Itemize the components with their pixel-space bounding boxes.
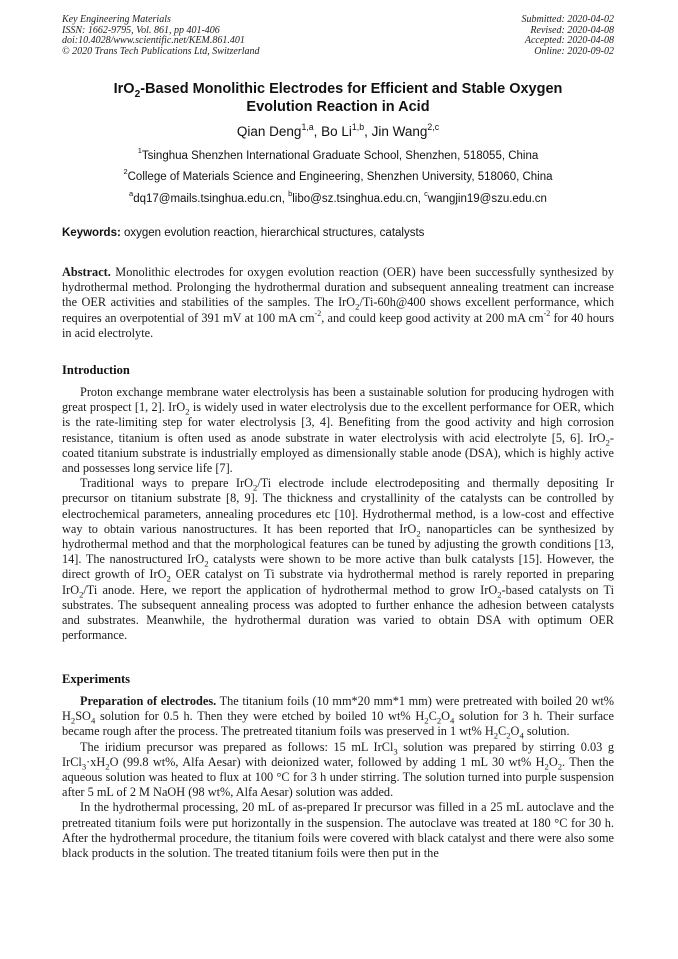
experiments-section xyxy=(62,694,614,861)
paragraph-text: OER catalyst on Ti substrate via hydrothermal method is rarely reported in preparing IrO xyxy=(62,567,614,597)
paragraph-text: Proton exchange membrane water electrolysis has been a sustainable solution for producing hydrogen with great prospect [1, 2]. IrO xyxy=(62,385,614,415)
title-subscript: 2 xyxy=(134,88,141,100)
journal-issn: ISSN: 1662-9795, Vol. 861, pp 401-406 xyxy=(62,24,220,36)
superscript: -2 xyxy=(543,308,551,318)
journal-copyright: © 2020 Trans Tech Publications Ltd, Switzerland xyxy=(62,45,260,57)
paragraph xyxy=(62,694,614,740)
affiliation-text: Tsinghua Shenzhen International Graduate School, Shenzhen, 518055, China xyxy=(141,150,539,162)
paragraph-text: C xyxy=(498,724,507,739)
affiliation-2 xyxy=(62,167,614,183)
date-accepted: Accepted: 2020-04-08 xyxy=(524,35,614,46)
paragraph xyxy=(62,385,614,476)
paragraph-text: SO xyxy=(75,709,91,724)
abstract-text: for 40 hours in acid electrolyte. xyxy=(62,310,615,340)
author-name: Bo Li xyxy=(321,124,352,139)
subscript: 3 xyxy=(81,761,87,772)
subscript: 2 xyxy=(497,589,502,600)
keywords-label: Keywords: xyxy=(62,227,121,239)
email-text: dq17@mails.tsinghua.edu.cn, xyxy=(133,193,289,205)
paragraph-text: /Ti electrode include electrodepositing and thermally depositing Ir precursor on titanium substrate [8, 9]. The thickness and crystallinity of the catalysts can be controlled by electrochemical parameters, annealing procedures etc [10]. Hydrothermal method, is a low-cost and effective way to obtain various nanostructures. It has been reported that IrO xyxy=(62,476,614,536)
paragraph-text: The titanium foils (10 mm*20 mm*1 mm) were pretreated with boiled 20 wt% H xyxy=(62,694,614,724)
date-submitted: Submitted: 2020-04-02 xyxy=(521,14,614,25)
subscript: 2 xyxy=(416,528,421,539)
section-heading-introduction: Introduction xyxy=(62,363,130,377)
paragraph-text: O xyxy=(510,724,520,739)
paragraph-text: O (99.8 wt%, Alfa Aesar) with deionized water, followed by adding 1 mL 30 wt% H xyxy=(109,754,545,769)
paragraph-text: is widely used in water electrolysis due to the excellent performance for OER, which is the rate-limiting step for water electrolysis [3, 4]. Benefiting from the good activity and high corrosion resistance, titanium is often used as anode substrate in water electrolysis with acid electrolyte [5, 6]. IrO xyxy=(62,400,614,445)
paragraph xyxy=(62,740,614,801)
paragraph-label: Preparation of electrodes. xyxy=(80,694,217,708)
paragraph-text: C xyxy=(428,709,437,724)
abstract xyxy=(62,265,614,341)
paragraph-text: /Ti anode. Here, we report the application of hydrothermal method to grow IrO xyxy=(83,582,498,597)
introduction-section xyxy=(62,385,614,643)
email-text: libo@sz.tsinghua.edu.cn, xyxy=(292,193,425,205)
affiliation-mark: 2 xyxy=(123,167,128,177)
affiliation-mark: 1 xyxy=(137,146,142,156)
paragraph-text: Traditional ways to prepare IrO xyxy=(80,476,253,491)
subscript: 2 xyxy=(424,715,429,726)
paragraph xyxy=(62,476,614,643)
subscript: 2 xyxy=(79,589,84,600)
subscript: 2 xyxy=(70,715,76,726)
paragraph-text: The iridium precursor was prepared as follows: 15 mL IrCl xyxy=(80,739,394,754)
author-list xyxy=(62,121,614,139)
subscript: 2 xyxy=(355,301,360,312)
subscript: 2 xyxy=(493,730,499,741)
email-mark: b xyxy=(288,189,293,199)
subscript: 2 xyxy=(204,558,209,569)
paragraph-text: solution for 3 h. Their surface became rough after the process. The pretreated titanium foils was preserved in 1 wt% H xyxy=(62,709,614,739)
title-text: -Based Monolithic Electrodes for Efficient and Stable Oxygen xyxy=(140,81,563,97)
subscript: 2 xyxy=(557,761,563,772)
date-online: Online: 2020-09-02 xyxy=(534,45,614,57)
paragraph-text: nanoparticles can be synthesized by hydrothermal method and that the morphological features can be tuned by adjusting the growth conditions [13, 14]. The nanostructured IrO xyxy=(62,521,615,567)
subscript: 2 xyxy=(544,761,549,772)
subscript: 3 xyxy=(393,746,398,757)
paragraph: In the hydrothermal processing, 20 mL of as-prepared Ir precursor was filled in a 25 mL autoclave and the pretreated titanium foils were put horizontally in the suspension. The autoclave was treated at 180 °C for 30 h. After the hydrothermal procedure, the titanium foils were covered with black catalyst and there were also some black products in the solution. The treated titanium foils were then put in the xyxy=(62,800,614,861)
date-revised: Revised: 2020-04-08 xyxy=(530,24,614,36)
paragraph-text: -based catalysts on Ti substrates. The subsequent annealing process was adopted to further enhance the adhesion between catalysts and substrates. Meanwhile, the hydrothermal duration was varied to obtain DSA with optimum OER performance. xyxy=(62,582,615,643)
author-separator: , xyxy=(364,124,372,139)
paragraph-text: O xyxy=(441,709,451,724)
paragraph-text: -coated titanium substrate is industrially employed as dimensionally stable anode (DSA), which is highly active and possesses long service life [7]. xyxy=(62,430,614,476)
superscript: -2 xyxy=(314,308,322,318)
abstract-text: Monolithic electrodes for oxygen evolution reaction (OER) have been successfully synthesized by hydrothermal method. Prolonging the hydrothermal duration and subsequent annealing treatment can increase the OER activities and stabilities of the samples. The IrO xyxy=(62,265,614,310)
email-text: wangjin19@szu.edu.cn xyxy=(427,193,547,205)
subscript: 2 xyxy=(506,730,511,741)
author-separator: , xyxy=(313,124,322,139)
subscript: 2 xyxy=(253,482,258,493)
author-affiliation-mark: 1,b xyxy=(351,121,365,132)
paragraph-text: ·xH xyxy=(86,754,106,769)
keywords xyxy=(62,227,614,239)
paragraph-text: catalysts were shown to be more active than bulk catalysts [15]. However, the direct growth of IrO xyxy=(62,552,614,582)
affiliation-1 xyxy=(62,146,614,162)
subscript: 2 xyxy=(166,573,171,584)
abstract-text: , and could keep good activity at 200 mA cm xyxy=(321,310,544,325)
affiliation-text: College of Materials Science and Engineering, Shenzhen University, 518060, China xyxy=(127,171,553,183)
journal-header xyxy=(62,15,260,57)
subscript: 2 xyxy=(605,437,610,448)
paragraph-text: O xyxy=(548,754,558,769)
paragraph-text: solution was prepared by stirring 0.03 g IrCl xyxy=(62,739,614,769)
journal-doi: doi:10.4028/www.scientific.net/KEM.861.401 xyxy=(62,35,245,46)
subscript: 4 xyxy=(519,730,524,741)
subscript: 4 xyxy=(450,715,455,726)
email-mark: a xyxy=(129,189,134,199)
author-affiliation-mark: 2,c xyxy=(427,121,440,132)
author-name: Qian Deng xyxy=(236,124,302,139)
author-affiliation-mark: 1,a xyxy=(301,121,314,132)
abstract-label: Abstract. xyxy=(62,265,111,279)
dates-header xyxy=(522,15,615,57)
subscript: 2 xyxy=(105,761,110,772)
email-line xyxy=(62,189,614,205)
journal-name: Key Engineering Materials xyxy=(62,14,171,25)
keywords-text: oxygen evolution reaction, hierarchical structures, catalysts xyxy=(120,227,425,239)
subscript: 4 xyxy=(90,715,96,726)
title-line-1 xyxy=(62,81,614,99)
title-text: IrO xyxy=(113,81,135,97)
section-heading-experiments: Experiments xyxy=(62,672,131,686)
email-mark: c xyxy=(424,189,428,199)
author-name: Jin Wang xyxy=(371,124,428,139)
title-line-2: Evolution Reaction in Acid xyxy=(246,98,430,115)
paper-title xyxy=(62,81,614,116)
paragraph-text: solution. xyxy=(523,724,570,739)
subscript: 2 xyxy=(436,715,442,726)
paragraph-text: . Then the aqueous solution was heated to flux at 100 °C for 3 h under stirring. The solution turned into purple suspension after 5 mL of 2 M NaOH (98 wt%, Alfa Aesar) solution was added. xyxy=(62,754,614,800)
abstract-text: /Ti-60h@400 shows excellent performance, which requires an overpotential of 391 mV at 100 mA cm xyxy=(62,295,614,325)
paragraph-text: solution for 0.5 h. Then they were etched by boiled 10 wt% H xyxy=(95,709,425,724)
subscript: 2 xyxy=(185,406,190,417)
